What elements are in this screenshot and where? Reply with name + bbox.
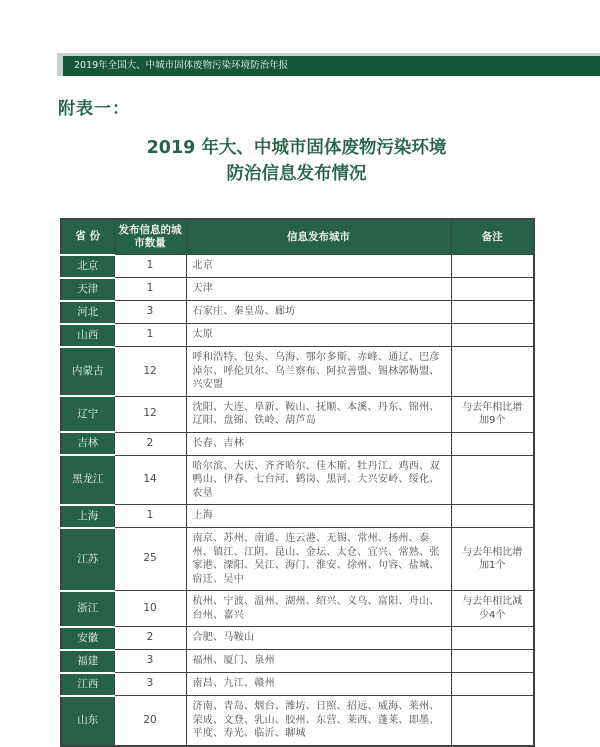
cities-cell: 石家庄、秦皇岛、廊坊 — [186, 301, 451, 324]
table-row — [61, 505, 534, 528]
city-count-cell: 1 — [114, 278, 186, 301]
cities-cell: 北京 — [186, 255, 451, 278]
appendix-label: 附表一： — [58, 99, 130, 119]
province-cell: 江西 — [61, 673, 114, 696]
remark-cell — [451, 301, 534, 324]
info-release-table — [60, 218, 535, 747]
province-cell: 内蒙古 — [61, 347, 114, 397]
province-cell: 江苏 — [61, 528, 114, 591]
cities-cell: 上海 — [186, 505, 451, 528]
city-count-cell: 2 — [114, 432, 186, 455]
city-count-cell: 12 — [114, 347, 186, 397]
remark-cell: 与去年相比增加1个 — [451, 528, 534, 591]
province-cell: 浙江 — [61, 591, 114, 627]
table-row — [61, 673, 534, 696]
remark-cell — [451, 432, 534, 455]
cities-cell: 哈尔滨、大庆、齐齐哈尔、佳木斯、牡丹江、鸡西、双鸭山、伊春、七台河、鹤岗、黑河、大兴安岭、绥化、农垦 — [186, 455, 451, 505]
cities-cell: 福州、厦门、泉州 — [186, 650, 451, 673]
city-count-cell: 1 — [114, 255, 186, 278]
remark-cell — [451, 650, 534, 673]
remark-cell — [451, 505, 534, 528]
province-cell: 上海 — [61, 505, 114, 528]
city-count-cell: 3 — [114, 673, 186, 696]
remark-cell — [451, 627, 534, 650]
table-row — [61, 432, 534, 455]
remark-cell: 与去年相比减少4个 — [451, 591, 534, 627]
table-row — [61, 396, 534, 432]
remark-cell — [451, 324, 534, 347]
table-row — [61, 591, 534, 627]
remark-cell — [451, 455, 534, 505]
city-count-cell: 14 — [114, 455, 186, 505]
city-count-cell: 12 — [114, 396, 186, 432]
city-count-cell: 1 — [114, 324, 186, 347]
report-header-text: 2019年全国大、中城市固体废物污染环境防治年报 — [74, 60, 289, 71]
column-header-2: 信息发布城市 — [186, 219, 451, 255]
province-cell: 山西 — [61, 324, 114, 347]
cities-cell: 呼和浩特、包头、乌海、鄂尔多斯、赤峰、通辽、巴彦淖尔、呼伦贝尔、乌兰察布、阿拉善盟、锡林郭勒盟、兴安盟 — [186, 347, 451, 397]
province-cell: 山东 — [61, 696, 114, 746]
column-header-1: 发布信息的城市数量 — [114, 219, 186, 255]
column-header-3: 备注 — [451, 219, 534, 255]
table-row — [61, 627, 534, 650]
page-title-line-1: 2019 年大、中城市固体废物污染环境 — [146, 138, 447, 158]
province-cell: 黑龙江 — [61, 455, 114, 505]
table-row — [61, 347, 534, 397]
cities-cell: 沈阳、大连、阜新、鞍山、抚顺、本溪、丹东、锦州、辽阳、盘锦、铁岭、葫芦岛 — [186, 396, 451, 432]
province-cell: 天津 — [61, 278, 114, 301]
cities-cell: 杭州、宁波、温州、湖州、绍兴、义乌、富阳、舟山、台州、嘉兴 — [186, 591, 451, 627]
remark-cell — [451, 696, 534, 746]
province-cell: 福建 — [61, 650, 114, 673]
cities-cell: 南昌、九江、赣州 — [186, 673, 451, 696]
cities-cell: 合肥、马鞍山 — [186, 627, 451, 650]
column-header-0: 省 份 — [61, 219, 114, 255]
cities-cell: 南京、苏州、南通、连云港、无锡、常州、扬州、泰州、镇江、江阴、昆山、金坛、太仓、宜兴、常熟、张家港、溧阳、吴江、海门、淮安、徐州、句容、盐城、宿迁、吴中 — [186, 528, 451, 591]
page-header-bar-green — [63, 56, 600, 76]
province-cell: 安徽 — [61, 627, 114, 650]
remark-cell: 与去年相比增加9个 — [451, 396, 534, 432]
province-cell: 辽宁 — [61, 396, 114, 432]
table-row — [61, 324, 534, 347]
province-cell: 河北 — [61, 301, 114, 324]
table-row — [61, 455, 534, 505]
table-row — [61, 278, 534, 301]
city-count-cell: 10 — [114, 591, 186, 627]
table-header-row — [61, 219, 534, 255]
table-row — [61, 301, 534, 324]
table-row — [61, 696, 534, 746]
remark-cell — [451, 255, 534, 278]
cities-cell: 济南、青岛、烟台、潍坊、日照、招远、威海、莱州、荣成、文登、乳山、胶州、东营、莱西、蓬莱、即墨、平度、寿光、临沂、聊城 — [186, 696, 451, 746]
remark-cell — [451, 347, 534, 397]
table-row — [61, 255, 534, 278]
table-row — [61, 650, 534, 673]
city-count-cell: 25 — [114, 528, 186, 591]
page-title-line-2: 防治信息发布情况 — [226, 164, 367, 184]
province-cell: 北京 — [61, 255, 114, 278]
page-title — [60, 135, 533, 187]
city-count-cell: 3 — [114, 650, 186, 673]
cities-cell: 天津 — [186, 278, 451, 301]
remark-cell — [451, 673, 534, 696]
province-cell: 吉林 — [61, 432, 114, 455]
cities-cell: 太原 — [186, 324, 451, 347]
cities-cell: 长春、吉林 — [186, 432, 451, 455]
city-count-cell: 2 — [114, 627, 186, 650]
remark-cell — [451, 278, 534, 301]
page-header-bar — [57, 53, 600, 76]
city-count-cell: 1 — [114, 505, 186, 528]
table-row — [61, 528, 534, 591]
city-count-cell: 20 — [114, 696, 186, 746]
city-count-cell: 3 — [114, 301, 186, 324]
